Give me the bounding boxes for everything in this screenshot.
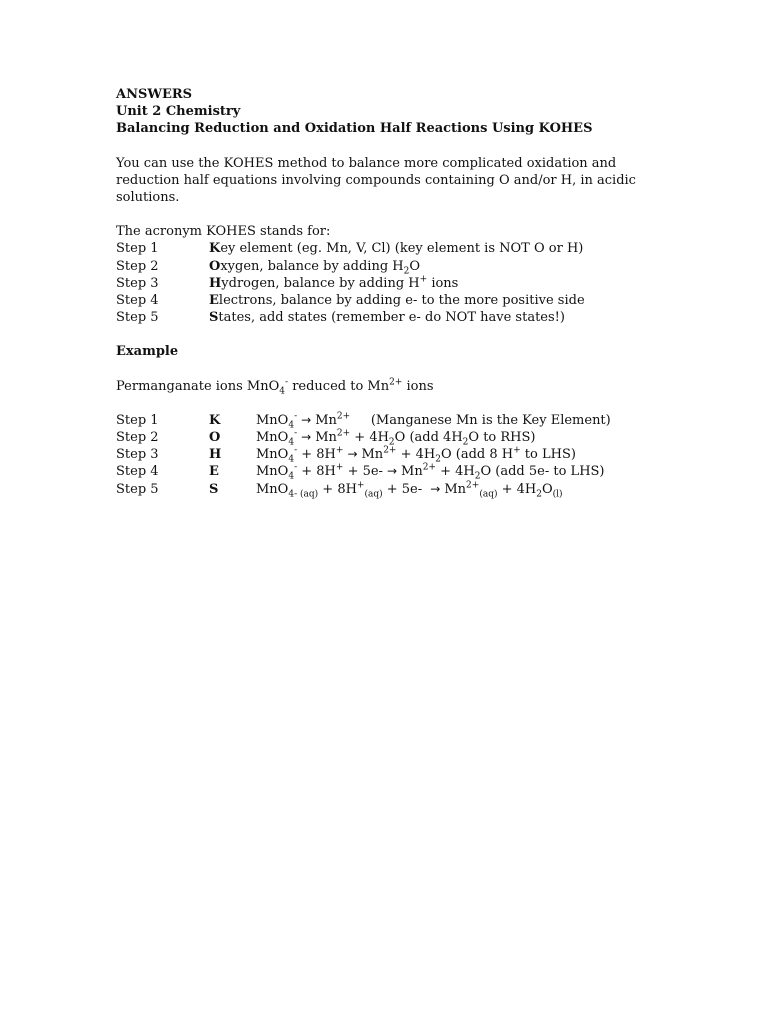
- step-letter: H: [209, 447, 222, 463]
- acronym-step-2: [116, 258, 676, 275]
- arrow-icon: →: [430, 481, 441, 496]
- arrow-icon: →: [301, 430, 312, 445]
- step-label: Step 1: [116, 412, 159, 428]
- document-page: [116, 86, 676, 498]
- document-title: Balancing Reduction and Oxidation Half Reactions Using KOHES: [116, 121, 593, 137]
- example-step-3: [116, 446, 676, 463]
- example-step-2: [116, 429, 676, 446]
- step-label: Step 4: [116, 464, 159, 480]
- step-equation: $MnO_4^- + 8H^+ \to Mn^{2+} + 4H_2O$ (add 8 H+ to LHS): [256, 445, 576, 465]
- acronym-heading: The acronym KOHES stands for:: [116, 224, 331, 240]
- example-step-1: [116, 412, 676, 429]
- acronym-step-4: [116, 292, 676, 309]
- step-equation: $MnO_{4- (aq)} + 8H^+_{(aq)} + 5e- \to Mn^{2+}_{(aq)} + 4H_2O_{(l)}$: [256, 480, 563, 500]
- example-intro: Permanganate ions MnO$_4$- reduced to $Mn^{2+}$ ions: [116, 377, 434, 397]
- step-equation: $MnO_4^- \to Mn^{2+} + 4H_2O$ (add $4H_2O$ to RHS): [256, 428, 536, 448]
- step-label: Step 5: [116, 481, 159, 497]
- step-label: Step 3: [116, 275, 159, 291]
- unit-title: Unit 2 Chemistry: [116, 104, 241, 120]
- acronym-step-1: [116, 240, 676, 257]
- answers-label: ANSWERS: [116, 87, 193, 102]
- step-label: Step 3: [116, 447, 159, 463]
- step-equation: $MnO_4^- + 8H^+ + 5e- \to Mn^{2+} + 4H_2O$ (add 5e- to LHS): [256, 463, 605, 483]
- step-description: Hydrogen, balance by adding H+ ions: [209, 274, 459, 291]
- example-step-4: [116, 463, 676, 483]
- step-description: Key element (eg. Mn, V, Cl) (key element is NOT O or H): [209, 241, 584, 257]
- arrow-icon: →: [301, 412, 312, 427]
- step-letter: E: [209, 464, 219, 480]
- example-step-5: [116, 481, 676, 498]
- intro-line-2: reduction half equations involving compounds containing O and/or H, in acidic: [116, 172, 636, 188]
- step-label: Step 4: [116, 293, 159, 309]
- step-label: Step 2: [116, 258, 159, 274]
- step-equation: $MnO_4^- \to Mn^{2+}$ (Manganese Mn is the Key Element): [256, 411, 611, 431]
- acronym-step-3: [116, 275, 676, 292]
- step-description: Electrons, balance by adding e- to the more positive side: [209, 293, 585, 309]
- step-label: Step 2: [116, 430, 159, 446]
- step-description: Oxygen, balance by adding $H_2O$: [209, 258, 421, 277]
- step-letter: K: [209, 412, 221, 428]
- step-description: States, add states (remember e- do NOT have states!): [209, 310, 565, 326]
- step-label: Step 1: [116, 241, 159, 257]
- acronym-step-5: [116, 309, 676, 326]
- example-heading: Example: [116, 344, 179, 360]
- step-letter: S: [209, 481, 219, 497]
- intro-line-3: solutions.: [116, 190, 180, 206]
- intro-line-1: You can use the KOHES method to balance more complicated oxidation and: [116, 155, 617, 171]
- step-label: Step 5: [116, 310, 159, 326]
- step-letter: O: [209, 430, 221, 446]
- arrow-icon: →: [386, 464, 398, 479]
- arrow-icon: →: [347, 447, 358, 462]
